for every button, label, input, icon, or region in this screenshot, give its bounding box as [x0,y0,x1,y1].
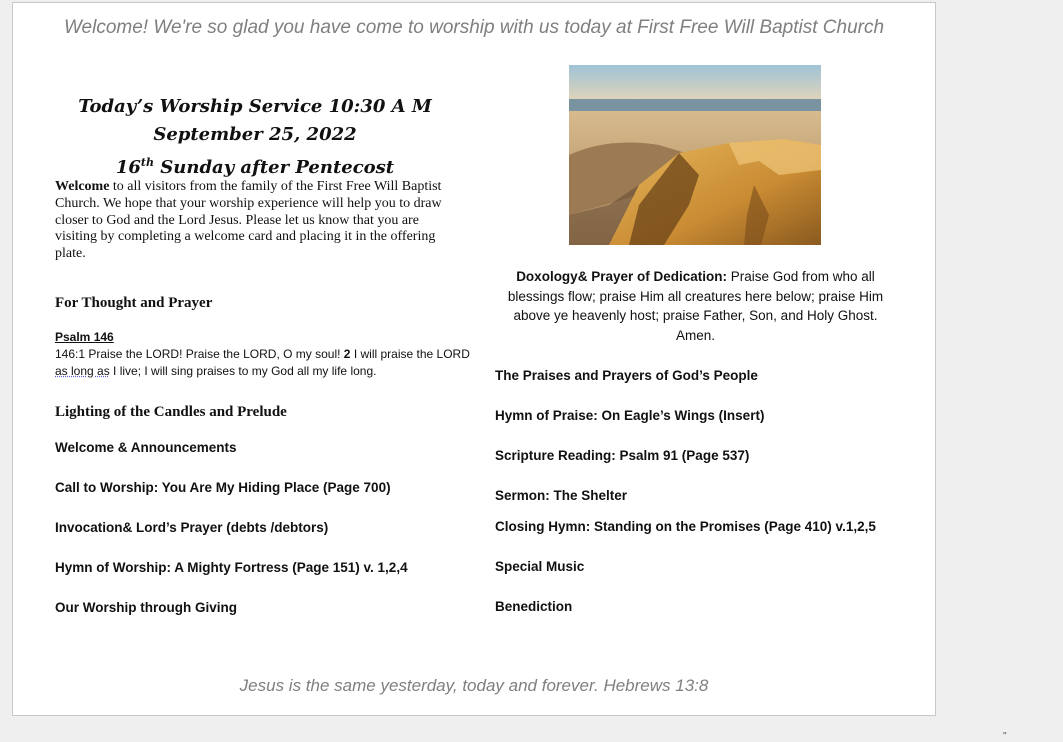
welcome-header: Welcome! We're so glad you have come to worship with us today at First Free Will Baptist Church [63,17,885,38]
service-time: Today’s Worship Service 10:30 A M [78,96,432,117]
hymn-of-praise: Hymn of Praise: On Eagle’s Wings (Insert) [495,408,765,423]
spelling-flag: as long as [55,364,110,378]
doxology-prayer [493,267,898,345]
doxology-text: Praise God from who all blessings flow; praise Him all creatures here below; praise Him above ye heavenly host; praise Father, Son, and Holy Ghost. Amen. [507,269,884,343]
service-title [55,93,455,182]
document-page [12,2,936,716]
corner-mark: " [1003,731,1007,742]
masada-photo [569,65,821,245]
service-date: September 25, 2022 [153,124,357,145]
benediction: Benediction [495,599,573,614]
candles-prelude: Lighting of the Candles and Prelude [55,404,287,420]
thought-heading: For Thought and Prayer [55,295,213,311]
closing-hymn: Closing Hymn: Standing on the Promises (Page 410) v.1,2,5 [495,519,876,534]
footer-verse: Jesus is the same yesterday, today and forever. Hebrews 13:8 [239,676,709,695]
special-music: Special Music [495,559,585,574]
welcome-lead: Welcome [55,179,110,194]
psalm-text: 146:1 Praise the LORD! Praise the LORD, O my soul! 2 I will praise the LORD as long as I live; I will sing praises to my God all my life long. [55,347,470,378]
scripture-reading: Scripture Reading: Psalm 91 (Page 537) [495,448,750,463]
praises-prayers: The Praises and Prayers of God’s People [495,368,758,383]
welcome-paragraph [55,179,455,263]
doxology-label: Doxology& Prayer of Dedication: [516,269,727,284]
call-to-worship: Call to Worship: You Are My Hiding Place (Page 700) [55,480,391,495]
psalm-reference: Psalm 146 [55,330,114,344]
sermon-title: Sermon: The Shelter [495,488,628,503]
welcome-announcements: Welcome & Announcements [55,440,237,455]
worship-giving: Our Worship through Giving [55,600,237,615]
invocation-prayer: Invocation& Lord’s Prayer (debts /debtors) [55,520,329,535]
welcome-body: to all visitors from the family of the First Free Will Baptist Church. We hope that your worship experience will help you to draw closer to God and the Lord Jesus. Please let us know that you are visiting by completing a welcome card and placing it in the offering plate. [55,179,442,262]
hymn-of-worship: Hymn of Worship: A Mighty Fortress (Page 151) v. 1,2,4 [55,560,408,575]
liturgical-day: 16th Sunday after Pentecost [115,156,395,178]
